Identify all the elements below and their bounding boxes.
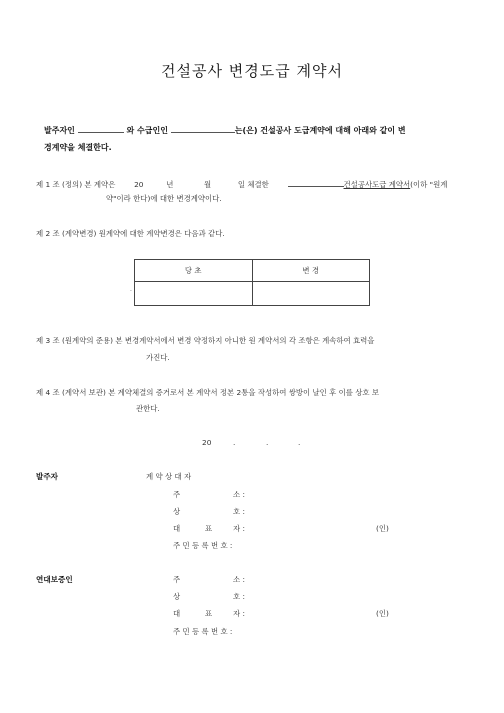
guarantor-seal: (인) bbox=[376, 609, 389, 618]
client-rep-a: 대 bbox=[173, 524, 181, 533]
guarantor-rep-b: 표 bbox=[205, 609, 213, 618]
client-reg-no: 주 민 등 록 번 호 : bbox=[173, 541, 233, 550]
intro-tail-text: 는(은) 건설공사 도급계약에 대해 아래와 같이 변 bbox=[234, 126, 406, 135]
client-address-suffix: 소 : bbox=[233, 490, 245, 499]
client-address-label: 주 bbox=[173, 490, 181, 499]
client-counterparty: 계 약 상 대 자 bbox=[146, 472, 192, 481]
table-cell-original[interactable] bbox=[135, 282, 253, 306]
guarantor-company-suffix: 호 : bbox=[233, 592, 245, 601]
article-3-line-2: 가진다. bbox=[146, 353, 170, 362]
date-year: 20 bbox=[202, 438, 212, 447]
article-4-line-2: 관한다. bbox=[136, 404, 160, 413]
article-1-line-1 bbox=[36, 178, 447, 190]
client-company-suffix: 호 : bbox=[233, 507, 245, 516]
article-1-tail: (이하 "원계 bbox=[410, 180, 448, 189]
intro-line-1 bbox=[44, 124, 406, 136]
guarantor-reg-no: 주 민 등 록 번 호 : bbox=[173, 627, 233, 636]
contract-blank[interactable] bbox=[288, 178, 344, 187]
guarantor-company-label: 상 bbox=[173, 592, 181, 601]
article-2: 제 2 조 (계약변경) 원계약에 대한 계약변경은 다음과 같다. bbox=[36, 229, 225, 238]
article-1-contract-name: 건설공사도급 계약서 bbox=[343, 180, 411, 189]
client-name-blank[interactable] bbox=[78, 124, 124, 133]
date-dot-2: . bbox=[266, 438, 269, 447]
client-rep-c: 자 : bbox=[233, 524, 245, 533]
change-table bbox=[134, 259, 370, 306]
stray-mark: · bbox=[130, 288, 132, 295]
intro-contractor-text: 와 수급인인 bbox=[126, 126, 168, 135]
article-3-line-1: 제 3 조 (원계약의 준용) 본 변경계약서에서 변경 약정하지 아니한 원 계약서의 각 조항은 계속하여 효력을 bbox=[36, 336, 375, 345]
article-1-wol: 월 bbox=[204, 180, 212, 189]
article-1-year: 20 bbox=[134, 180, 144, 189]
client-seal: (인) bbox=[376, 524, 389, 533]
article-1-nyeon: 년 bbox=[166, 180, 174, 189]
document-title: 건설공사 변경도급 계약서 bbox=[161, 62, 343, 80]
guarantor-rep-c: 자 : bbox=[233, 609, 245, 618]
table-header-changed: 변 경 bbox=[252, 260, 370, 282]
guarantor-rep-a: 대 bbox=[173, 609, 181, 618]
contractor-name-blank[interactable] bbox=[171, 124, 235, 133]
table-header-original: 당 초 bbox=[135, 260, 253, 282]
client-company-label: 상 bbox=[173, 507, 181, 516]
article-1-il: 일 체결한 bbox=[237, 180, 269, 189]
article-4-line-1: 제 4 조 (계약서 보관) 본 계약체결의 증거로서 본 계약서 정본 2통을 작성하여 쌍방이 날인 후 이를 상호 보 bbox=[36, 388, 380, 397]
article-1-line-2: 약"이라 한다)에 대한 변경계약이다. bbox=[106, 194, 222, 203]
date-dot-3: . bbox=[298, 438, 301, 447]
intro-client-text: 발주자인 bbox=[44, 126, 75, 135]
guarantor-address-suffix: 소 : bbox=[233, 575, 245, 584]
article-1-lead: 제 1 조 (정의) 본 계약은 bbox=[36, 180, 116, 189]
client-label: 발주자 bbox=[36, 472, 59, 481]
client-rep-b: 표 bbox=[205, 524, 213, 533]
table-cell-changed[interactable] bbox=[252, 282, 370, 306]
intro-line-2: 경계약을 체결한다. bbox=[44, 143, 112, 152]
guarantor-label: 연대보증인 bbox=[36, 575, 73, 584]
date-dot-1: . bbox=[233, 438, 236, 447]
guarantor-address-label: 주 bbox=[173, 575, 181, 584]
